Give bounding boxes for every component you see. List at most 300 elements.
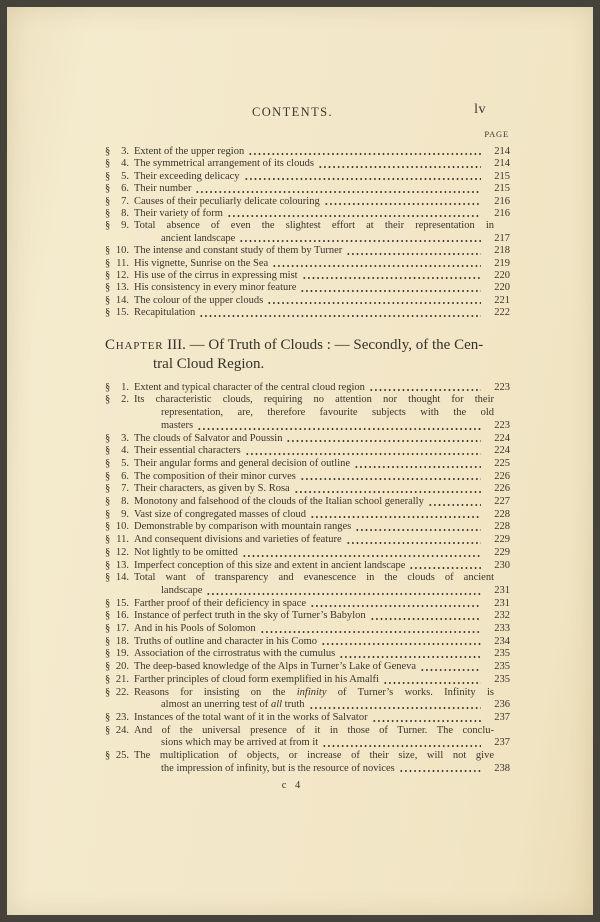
section-number: 3. bbox=[121, 432, 129, 444]
toc-entry-line bbox=[105, 547, 510, 560]
section-mark bbox=[105, 295, 134, 307]
section-symbol: § bbox=[105, 534, 111, 546]
toc-entry bbox=[105, 220, 510, 245]
dot-leader bbox=[420, 669, 481, 671]
entry-page-number: 223 bbox=[494, 419, 510, 431]
toc-entry bbox=[105, 636, 510, 649]
entry-text: Reasons for insisting on the infinity of Turner’s works. Infinity is bbox=[134, 686, 494, 698]
toc-entry bbox=[105, 458, 510, 471]
entry-text: Not lightly to be omitted bbox=[134, 546, 238, 558]
entry-page-number: 234 bbox=[494, 635, 510, 647]
entry-text: And consequent divisions and varieties of feature bbox=[134, 534, 342, 546]
entry-page-number: 225 bbox=[494, 457, 510, 469]
entry-page-number: 238 bbox=[494, 762, 510, 774]
section-number: 14. bbox=[115, 294, 129, 306]
entry-text: The clouds of Salvator and Poussin bbox=[134, 432, 283, 444]
toc-entry bbox=[105, 521, 510, 534]
toc-entry bbox=[105, 547, 510, 560]
dot-leader bbox=[248, 153, 481, 155]
entry-text: Their exceeding delicacy bbox=[134, 170, 240, 182]
section-mark bbox=[105, 496, 134, 509]
section-number: 15. bbox=[115, 597, 129, 609]
section-mark bbox=[105, 171, 134, 183]
entry-page-number: 218 bbox=[494, 245, 510, 257]
toc-entry-line bbox=[105, 636, 510, 649]
dot-leader bbox=[227, 215, 481, 217]
section-number: 18. bbox=[115, 635, 129, 647]
toc-entry bbox=[105, 560, 510, 573]
section-symbol: § bbox=[105, 195, 111, 207]
section-mark bbox=[105, 712, 134, 725]
entry-page-number: 237 bbox=[494, 711, 510, 723]
dot-leader bbox=[370, 618, 481, 620]
dot-leader bbox=[346, 253, 481, 255]
toc-entry-line bbox=[105, 258, 510, 270]
section-number: 12. bbox=[115, 546, 129, 558]
section-mark bbox=[105, 307, 134, 319]
entry-page-number: 232 bbox=[494, 610, 510, 622]
toc-entry bbox=[105, 445, 510, 458]
toc-entry-line bbox=[105, 534, 510, 547]
section-number: 9. bbox=[121, 220, 129, 232]
section-mark bbox=[105, 636, 134, 649]
entry-text: almost an unerring test of all truth bbox=[161, 699, 305, 711]
entry-page-number: 233 bbox=[494, 623, 510, 635]
section-number: 3. bbox=[121, 146, 129, 157]
section-mark bbox=[105, 270, 134, 282]
dot-leader bbox=[244, 178, 481, 180]
entry-text: His use of the cirrus in expressing mist bbox=[134, 270, 298, 282]
section-mark bbox=[105, 623, 134, 636]
section-number: 14. bbox=[115, 572, 129, 584]
entry-page-number: 230 bbox=[494, 559, 510, 571]
section-number: 4. bbox=[121, 158, 129, 170]
section-mark bbox=[105, 220, 134, 232]
section-symbol: § bbox=[105, 635, 111, 647]
dot-leader bbox=[195, 191, 481, 193]
section-symbol: § bbox=[105, 457, 111, 469]
entry-text: Their essential characters bbox=[134, 445, 241, 457]
toc-entry-line bbox=[105, 725, 510, 738]
entry-text: representation, are, therefore favourite subjects with the old bbox=[161, 407, 494, 419]
entry-page-number: 235 bbox=[494, 673, 510, 685]
dot-leader bbox=[339, 656, 481, 658]
entry-page-number: 235 bbox=[494, 648, 510, 660]
entry-page-number: 216 bbox=[494, 195, 510, 207]
entry-text: The composition of their minor curves bbox=[134, 470, 296, 482]
section-number: 9. bbox=[121, 508, 129, 520]
section-mark bbox=[105, 458, 134, 471]
dot-leader bbox=[267, 302, 481, 304]
entry-page-number: 227 bbox=[494, 496, 510, 508]
dot-leader bbox=[399, 770, 481, 772]
dot-leader bbox=[309, 707, 482, 709]
entry-text: The deep-based knowledge of the Alps in Turner’s Lake of Geneva bbox=[134, 661, 417, 673]
toc-entry-line bbox=[105, 407, 510, 420]
entry-text: Extent of the upper region bbox=[134, 146, 245, 157]
entry-page-number: 220 bbox=[494, 282, 510, 294]
section-mark bbox=[105, 183, 134, 195]
entry-text: Instance of perfect truth in the sky of Turner’s Babylon bbox=[134, 610, 366, 622]
entry-text: sions which may be arrived at from it bbox=[161, 737, 319, 749]
section-symbol: § bbox=[105, 220, 111, 232]
entry-page-number: 215 bbox=[494, 183, 510, 195]
dot-leader bbox=[354, 466, 481, 468]
dot-leader bbox=[369, 389, 481, 391]
toc-entry-line bbox=[105, 233, 510, 245]
toc-entry-line bbox=[105, 623, 510, 636]
section-mark bbox=[105, 445, 134, 458]
section-symbol: § bbox=[105, 146, 111, 157]
running-head: CONTENTS. bbox=[251, 105, 333, 119]
entry-text: Instances of the total want of it in the works of Salvator bbox=[134, 711, 368, 723]
section-number: 21. bbox=[115, 673, 129, 685]
dot-leader bbox=[310, 516, 481, 518]
section-symbol: § bbox=[105, 711, 111, 723]
section-mark bbox=[105, 547, 134, 560]
dot-leader bbox=[322, 745, 481, 747]
toc-entry-line bbox=[105, 687, 510, 700]
section-symbol: § bbox=[105, 546, 111, 558]
entry-text: Their variety of form bbox=[134, 208, 223, 220]
section-symbol: § bbox=[105, 521, 111, 533]
page-content bbox=[105, 102, 510, 792]
entry-text: Their angular forms and general decision of outline bbox=[134, 457, 351, 469]
entry-page-number: 221 bbox=[494, 294, 510, 306]
section-mark bbox=[105, 687, 134, 700]
section-number: 5. bbox=[121, 457, 129, 469]
section-number: 13. bbox=[115, 282, 129, 294]
toc-entry-line bbox=[105, 270, 510, 282]
section-number: 7. bbox=[121, 483, 129, 495]
section-number: 2. bbox=[121, 394, 129, 406]
entry-text: landscape bbox=[161, 584, 203, 596]
entry-text: The multiplication of objects, or increase of their size, will not give bbox=[134, 750, 494, 762]
toc-entry-line bbox=[105, 496, 510, 509]
entry-page-number: 222 bbox=[494, 307, 510, 319]
section-symbol: § bbox=[105, 686, 111, 698]
section-number: 22. bbox=[115, 686, 129, 698]
toc-entry bbox=[105, 171, 510, 183]
toc-entry-line bbox=[105, 445, 510, 458]
entry-text: Their number bbox=[134, 183, 192, 195]
toc-entry-line bbox=[105, 610, 510, 623]
entry-text: Recapitulation bbox=[134, 307, 196, 319]
dot-leader bbox=[346, 542, 481, 544]
section-symbol: § bbox=[105, 572, 111, 584]
entry-page-number: 228 bbox=[494, 508, 510, 520]
entry-text: Farther proof of their deficiency in space bbox=[134, 597, 307, 609]
section-symbol: § bbox=[105, 597, 111, 609]
dot-leader bbox=[428, 504, 481, 506]
toc-entry-line bbox=[105, 509, 510, 522]
toc-entry-line bbox=[105, 245, 510, 257]
entry-text: His consistency in every minor feature bbox=[134, 282, 297, 294]
toc-entry-line bbox=[105, 763, 510, 776]
section-symbol: § bbox=[105, 470, 111, 482]
dot-leader bbox=[302, 277, 481, 279]
dot-leader bbox=[199, 315, 481, 317]
section-symbol: § bbox=[105, 750, 111, 762]
toc-entry bbox=[105, 382, 510, 395]
section-number: 13. bbox=[115, 559, 129, 571]
section-mark bbox=[105, 146, 134, 158]
section-number: 8. bbox=[121, 496, 129, 508]
section-number: 11. bbox=[116, 257, 129, 269]
toc-entry-line bbox=[105, 458, 510, 471]
toc-entry-line bbox=[105, 674, 510, 687]
toc-entry-line bbox=[105, 420, 510, 433]
section-symbol: § bbox=[105, 170, 111, 182]
section-mark bbox=[105, 598, 134, 611]
section-mark bbox=[105, 560, 134, 573]
section-number: 10. bbox=[115, 245, 129, 257]
toc-entry-line bbox=[105, 585, 510, 598]
section-mark bbox=[105, 196, 134, 208]
dot-leader bbox=[242, 555, 481, 557]
entry-text: Extent and typical character of the central cloud region bbox=[134, 381, 365, 393]
section-symbol: § bbox=[105, 183, 111, 195]
section-number: 11. bbox=[116, 534, 129, 546]
section-symbol: § bbox=[105, 394, 111, 406]
toc-chapter-three bbox=[105, 382, 510, 776]
entry-page-number: 231 bbox=[494, 597, 510, 609]
dot-leader bbox=[294, 491, 481, 493]
toc-entry bbox=[105, 245, 510, 257]
toc-entry bbox=[105, 725, 510, 750]
section-mark bbox=[105, 521, 134, 534]
toc-entry bbox=[105, 483, 510, 496]
entry-page-number: 237 bbox=[494, 737, 510, 749]
entry-page-number: 226 bbox=[494, 470, 510, 482]
dot-leader bbox=[372, 720, 481, 722]
dot-leader bbox=[310, 605, 481, 607]
signature-mark: c 4 bbox=[281, 780, 304, 792]
toc-entry-line bbox=[105, 146, 510, 158]
toc-entry bbox=[105, 158, 510, 170]
toc-entry bbox=[105, 712, 510, 725]
section-number: 1. bbox=[121, 381, 129, 393]
toc-entry bbox=[105, 146, 510, 158]
section-symbol: § bbox=[105, 307, 111, 319]
entry-text: Vast size of congregated masses of cloud bbox=[134, 508, 307, 520]
section-mark bbox=[105, 572, 134, 585]
toc-entry bbox=[105, 471, 510, 484]
chapter-heading bbox=[105, 336, 510, 375]
entry-text: The symmetrical arrangement of its clouds bbox=[134, 158, 314, 170]
toc-entry-line bbox=[105, 750, 510, 763]
section-mark bbox=[105, 750, 134, 763]
chapter-title-line1 bbox=[105, 336, 510, 356]
toc-entry-line bbox=[105, 560, 510, 573]
dot-leader bbox=[409, 567, 481, 569]
section-mark bbox=[105, 648, 134, 661]
section-mark bbox=[105, 433, 134, 446]
entry-text: Their characters, as given by S. Rosa bbox=[134, 483, 290, 495]
section-symbol: § bbox=[105, 508, 111, 520]
entry-page-number: 215 bbox=[494, 170, 510, 182]
toc-entry-line bbox=[105, 196, 510, 208]
toc-entry bbox=[105, 623, 510, 636]
entry-page-number: 229 bbox=[494, 534, 510, 546]
section-number: 15. bbox=[115, 307, 129, 319]
section-mark bbox=[105, 610, 134, 623]
dot-leader bbox=[239, 240, 481, 242]
entry-page-number: 226 bbox=[494, 483, 510, 495]
toc-entry-line bbox=[105, 171, 510, 183]
entry-text: And of the universal presence of it in those of Turner. The conclu- bbox=[134, 724, 494, 736]
toc-upper-region bbox=[105, 146, 510, 320]
dot-leader bbox=[286, 440, 481, 442]
entry-text: The intense and constant study of them by Turner bbox=[134, 245, 343, 257]
entry-text: ancient landscape bbox=[161, 232, 236, 244]
dot-leader bbox=[245, 453, 481, 455]
toc-entry-line bbox=[105, 712, 510, 725]
toc-entry-line bbox=[105, 158, 510, 170]
section-symbol: § bbox=[105, 661, 111, 673]
section-mark bbox=[105, 661, 134, 674]
toc-entry bbox=[105, 270, 510, 282]
section-symbol: § bbox=[105, 381, 111, 393]
section-number: 8. bbox=[121, 208, 129, 220]
entry-text: Total absence of even the slightest effort at their representation in bbox=[134, 220, 494, 232]
entry-page-number: 229 bbox=[494, 546, 510, 558]
toc-entry-line bbox=[105, 483, 510, 496]
section-number: 23. bbox=[115, 711, 129, 723]
entry-text: Farther principles of cloud form exemplified in his Amalfi bbox=[134, 673, 379, 685]
toc-entry bbox=[105, 295, 510, 307]
toc-entry-line bbox=[105, 394, 510, 407]
dot-leader bbox=[383, 682, 481, 684]
section-symbol: § bbox=[105, 294, 111, 306]
toc-entry bbox=[105, 196, 510, 208]
dot-leader bbox=[260, 631, 481, 633]
toc-entry-line bbox=[105, 220, 510, 232]
entry-page-number: 220 bbox=[494, 270, 510, 282]
toc-entry-line bbox=[105, 282, 510, 294]
toc-entry bbox=[105, 433, 510, 446]
toc-entry bbox=[105, 661, 510, 674]
entry-text: Monotony and falsehood of the clouds of the Italian school generally bbox=[134, 496, 424, 508]
toc-entry-line bbox=[105, 699, 510, 712]
section-number: 19. bbox=[115, 648, 129, 660]
section-symbol: § bbox=[105, 445, 111, 457]
entry-page-number: 223 bbox=[494, 381, 510, 393]
toc-entry-line bbox=[105, 208, 510, 220]
toc-entry-line bbox=[105, 598, 510, 611]
toc-entry-line bbox=[105, 648, 510, 661]
entry-text: And in his Pools of Solomon bbox=[134, 623, 256, 635]
entry-text: masters bbox=[161, 419, 194, 431]
section-symbol: § bbox=[105, 724, 111, 736]
toc-entry bbox=[105, 394, 510, 432]
entry-page-number: 219 bbox=[494, 257, 510, 269]
section-mark bbox=[105, 258, 134, 270]
section-mark bbox=[105, 483, 134, 496]
dot-leader bbox=[321, 643, 481, 645]
section-symbol: § bbox=[105, 432, 111, 444]
page-column-label: PAGE bbox=[484, 129, 509, 139]
entry-page-number: 216 bbox=[494, 208, 510, 220]
section-mark bbox=[105, 471, 134, 484]
section-mark bbox=[105, 394, 134, 407]
section-symbol: § bbox=[105, 559, 111, 571]
toc-entry-line bbox=[105, 295, 510, 307]
toc-entry-line bbox=[105, 521, 510, 534]
chapter-title-line2: tral Cloud Region. bbox=[153, 356, 265, 373]
section-number: 16. bbox=[115, 610, 129, 622]
section-symbol: § bbox=[105, 245, 111, 257]
entry-page-number: 224 bbox=[494, 445, 510, 457]
entry-text: The colour of the upper clouds bbox=[134, 294, 264, 306]
entry-page-number: 217 bbox=[494, 232, 510, 244]
toc-entry bbox=[105, 572, 510, 597]
entry-text: Imperfect conception of this size and extent in ancient landscape bbox=[134, 559, 406, 571]
entry-text: Its characteristic clouds, requiring no attention nor thought for their bbox=[134, 394, 494, 406]
folio-number: lv bbox=[474, 102, 486, 117]
entry-page-number: 235 bbox=[494, 661, 510, 673]
entry-page-number: 236 bbox=[494, 699, 510, 711]
entry-page-number: 224 bbox=[494, 432, 510, 444]
toc-entry bbox=[105, 258, 510, 270]
entry-page-number: 214 bbox=[494, 158, 510, 170]
dot-leader bbox=[355, 529, 481, 531]
section-symbol: § bbox=[105, 158, 111, 170]
toc-entry bbox=[105, 307, 510, 319]
entry-page-number: 228 bbox=[494, 521, 510, 533]
section-number: 6. bbox=[121, 470, 129, 482]
section-symbol: § bbox=[105, 483, 111, 495]
entry-text: the impression of infinity, but is the resource of novices bbox=[161, 762, 395, 774]
toc-entry-line bbox=[105, 471, 510, 484]
toc-entry bbox=[105, 687, 510, 712]
book-page bbox=[7, 7, 593, 915]
section-mark bbox=[105, 725, 134, 738]
section-number: 12. bbox=[115, 270, 129, 282]
section-symbol: § bbox=[105, 282, 111, 294]
toc-entry bbox=[105, 496, 510, 509]
toc-entry bbox=[105, 183, 510, 195]
section-mark bbox=[105, 509, 134, 522]
section-mark bbox=[105, 158, 134, 170]
section-number: 6. bbox=[121, 183, 129, 195]
toc-entry bbox=[105, 674, 510, 687]
entry-text: His vignette, Sunrise on the Sea bbox=[134, 257, 269, 269]
dot-leader bbox=[324, 203, 481, 205]
toc-entry-line bbox=[105, 307, 510, 319]
section-mark bbox=[105, 208, 134, 220]
section-number: 7. bbox=[121, 195, 129, 207]
section-number: 25. bbox=[115, 750, 129, 762]
dot-leader bbox=[318, 166, 481, 168]
toc-entry bbox=[105, 648, 510, 661]
chapter-title-rest: III. — Of Truth of Clouds : — Secondly, of the Cen- bbox=[163, 336, 484, 353]
section-mark bbox=[105, 534, 134, 547]
dot-leader bbox=[300, 290, 481, 292]
section-symbol: § bbox=[105, 270, 111, 282]
entry-text: Total want of transparency and evanescence in the clouds of ancient bbox=[134, 572, 494, 584]
dot-leader bbox=[206, 593, 481, 595]
toc-entry bbox=[105, 282, 510, 294]
toc-entry bbox=[105, 598, 510, 611]
section-symbol: § bbox=[105, 496, 111, 508]
dot-leader bbox=[272, 265, 481, 267]
entry-text: Truths of outline and character in his Como bbox=[134, 635, 318, 647]
entry-text: Demonstrable by comparison with mountain ranges bbox=[134, 521, 352, 533]
toc-entry bbox=[105, 610, 510, 623]
toc-entry-line bbox=[105, 572, 510, 585]
toc-entry-line bbox=[105, 661, 510, 674]
